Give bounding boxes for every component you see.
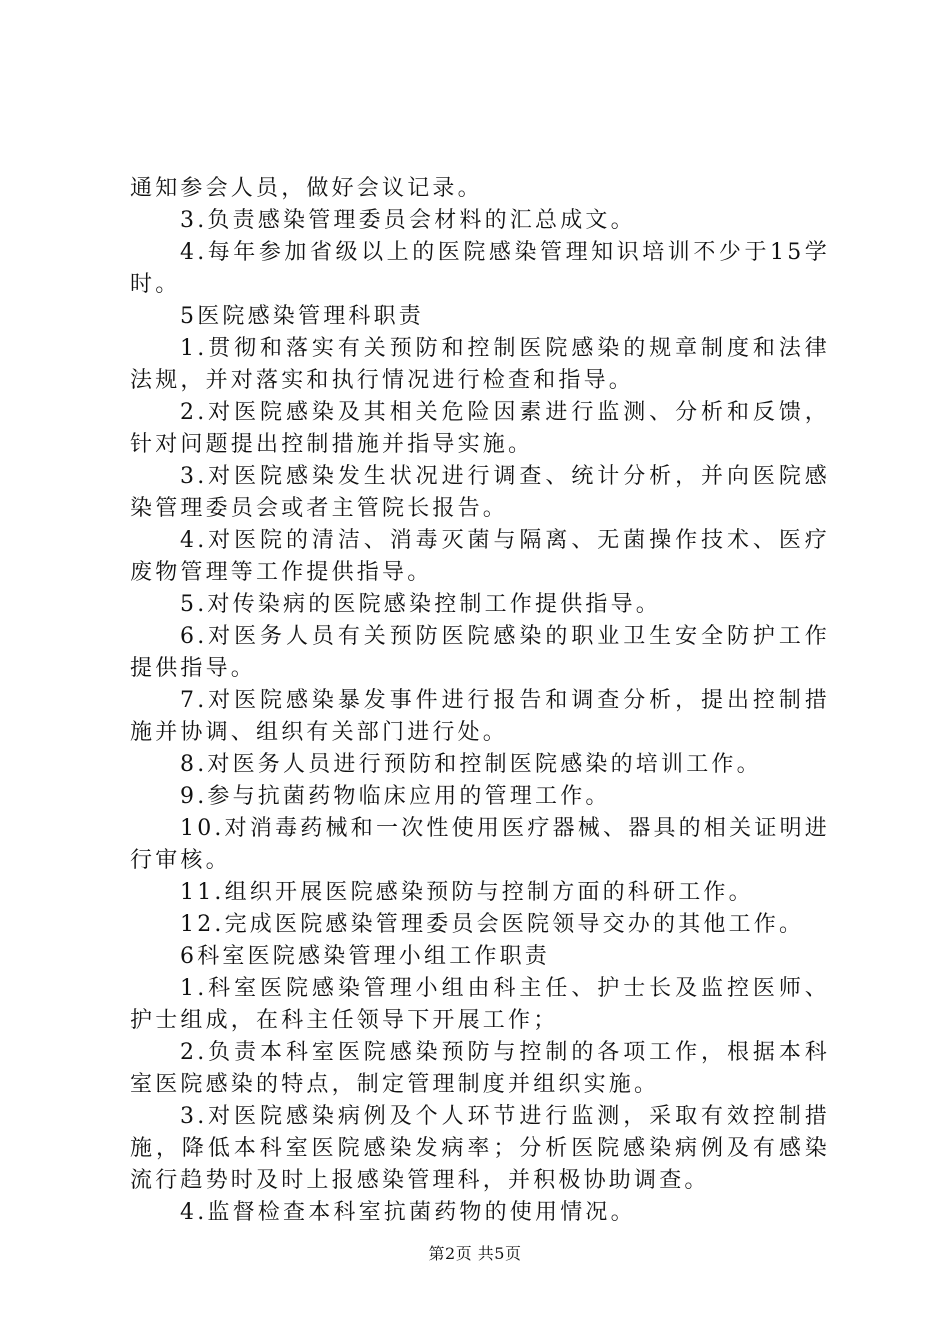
paragraph: 11.组织开展医院感染预防与控制方面的科研工作。 xyxy=(180,880,754,905)
paragraph: 4.监督检查本科室抗菌药物的使用情况。 xyxy=(180,1200,636,1225)
section-heading: 5医院感染管理科职责 xyxy=(180,304,424,329)
paragraph: 4.每年参加省级以上的医院感染管理知识培训不少于15学时。 xyxy=(130,240,830,297)
paragraph: 10.对消毒药械和一次性使用医疗器械、器具的相关证明进行审核。 xyxy=(130,816,830,873)
paragraph: 3.对医院感染发生状况进行调查、统计分析，并向医院感染管理委员会或者主管院长报告。 xyxy=(130,464,830,521)
page-number: 第2页 共5页 xyxy=(428,1244,522,1263)
paragraph: 12.完成医院感染管理委员会医院领导交办的其他工作。 xyxy=(180,912,805,937)
page-footer xyxy=(0,1241,950,1264)
paragraph: 6.对医务人员有关预防医院感染的职业卫生安全防护工作提供指导。 xyxy=(130,624,830,681)
paragraph: 3.对医院感染病例及个人环节进行监测，采取有效控制措施，降低本科室医院感染发病率；分析医院感染病例及有感染流行趋势时及时上报感染管理科，并积极协助调查。 xyxy=(130,1104,830,1193)
paragraph: 1.科室医院感染管理小组由科主任、护士长及监控医师、护士组成，在科主任领导下开展工作； xyxy=(130,976,830,1033)
paragraph: 通知参会人员，做好会议记录。 xyxy=(130,176,483,201)
paragraph: 4.对医院的清洁、消毒灭菌与隔离、无菌操作技术、医疗废物管理等工作提供指导。 xyxy=(130,528,830,585)
paragraph: 3.负责感染管理委员会材料的汇总成文。 xyxy=(180,208,636,233)
paragraph: 1.贯彻和落实有关预防和控制医院感染的规章制度和法律法规，并对落实和执行情况进行检查和指导。 xyxy=(130,336,830,393)
paragraph: 7.对医院感染暴发事件进行报告和调查分析，提出控制措施并协调、组织有关部门进行处。 xyxy=(130,688,830,745)
paragraph: 9.参与抗菌药物临床应用的管理工作。 xyxy=(180,784,611,809)
paragraph: 2.对医院感染及其相关危险因素进行监测、分析和反馈，针对问题提出控制措施并指导实施。 xyxy=(130,400,830,457)
paragraph: 8.对医务人员进行预防和控制医院感染的培训工作。 xyxy=(180,752,762,777)
paragraph: 5.对传染病的医院感染控制工作提供指导。 xyxy=(180,592,661,617)
section-heading: 6科室医院感染管理小组工作职责 xyxy=(180,944,550,969)
paragraph: 2.负责本科室医院感染预防与控制的各项工作，根据本科室医院感染的特点，制定管理制度并组织实施。 xyxy=(130,1040,830,1097)
document-body xyxy=(130,173,830,1229)
